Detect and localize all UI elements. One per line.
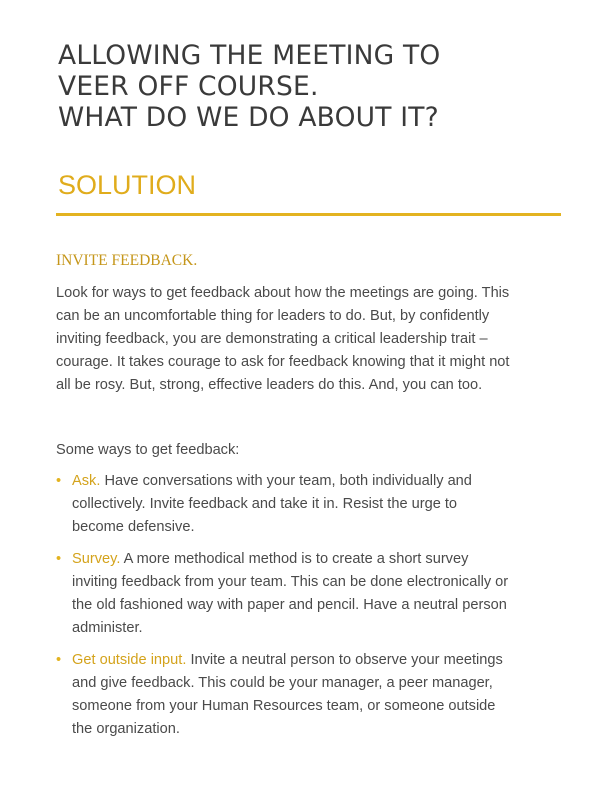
page-title	[58, 40, 578, 133]
bullet-line: collectively. Invite feedback and take it in. Resist the urge to	[72, 496, 458, 512]
paragraph-line: Look for ways to get feedback about how the meetings are going. This	[56, 285, 510, 301]
bullet-line: the old fashioned way with paper and pencil. Have a neutral person	[72, 597, 507, 613]
feedback-methods-list	[56, 470, 571, 750]
bullet-line	[72, 548, 571, 571]
bullet-line: someone from your Human Resources team, or someone outside	[72, 698, 496, 714]
bullet-line	[72, 470, 571, 493]
bullet-lead: Get outside input.	[72, 652, 187, 668]
title-line: ALLOWING THE MEETING TO	[58, 40, 441, 71]
paragraph-line: inviting feedback, you are demonstrating a critical leadership trait –	[56, 331, 488, 347]
subheading: INVITE FEEDBACK.	[56, 252, 198, 269]
section-heading: SOLUTION	[58, 170, 197, 200]
bullet-line: administer.	[72, 620, 143, 636]
title-line: WHAT DO WE DO ABOUT IT?	[58, 102, 439, 133]
bullet-lead: Ask.	[72, 473, 101, 489]
bullet-line: the organization.	[72, 721, 180, 737]
bullet-icon: •	[56, 551, 62, 567]
bullet-icon: •	[56, 652, 62, 668]
bullet-lead: Survey.	[72, 551, 121, 567]
intro-paragraph	[56, 282, 566, 397]
title-line: VEER OFF COURSE.	[58, 71, 319, 102]
list-item	[56, 470, 571, 539]
bullet-text: Invite a neutral person to observe your meetings	[186, 652, 503, 668]
bullet-line	[72, 649, 571, 672]
paragraph-line: courage. It takes courage to ask for feedback knowing that it might not	[56, 354, 510, 370]
bullet-line: inviting feedback from your team. This can be done electronically or	[72, 574, 509, 590]
bullet-icon: •	[56, 473, 62, 489]
paragraph-line: all be rosy. But, strong, effective leaders do this. And, you can too.	[56, 377, 483, 393]
list-item	[56, 649, 571, 741]
section-divider	[56, 213, 561, 216]
paragraph-line: can be an uncomfortable thing for leaders to do. But, by confidently	[56, 308, 490, 324]
bullet-line: become defensive.	[72, 519, 195, 535]
bullet-line: and give feedback. This could be your manager, a peer manager,	[72, 675, 493, 691]
list-intro: Some ways to get feedback:	[56, 442, 240, 458]
bullet-text: A more methodical method is to create a short survey	[120, 551, 469, 567]
bullet-text: Have conversations with your team, both individually and	[100, 473, 472, 489]
list-item	[56, 548, 571, 640]
